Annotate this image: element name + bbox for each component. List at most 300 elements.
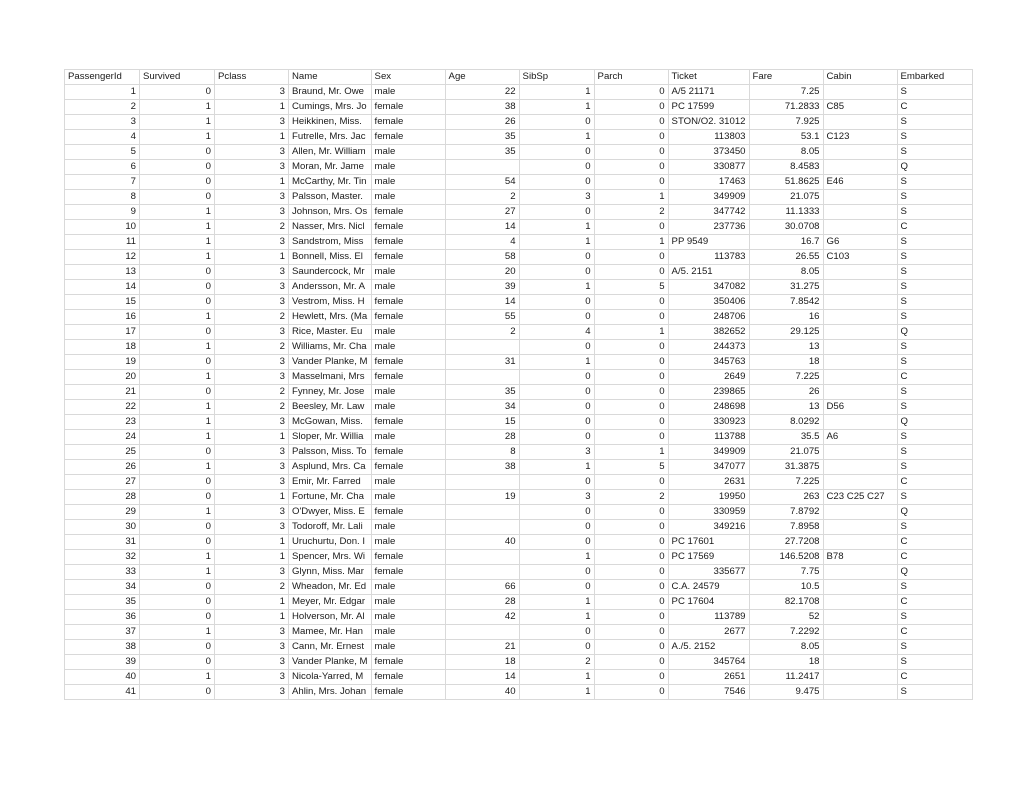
column-header-survived[interactable]: Survived — [140, 70, 215, 85]
cell-survived[interactable]: 1 — [140, 205, 215, 220]
cell-age[interactable]: 39 — [445, 280, 519, 295]
cell-passengerid[interactable]: 17 — [65, 325, 140, 340]
cell-name[interactable]: Todoroff, Mr. Lali — [289, 520, 372, 535]
cell-cabin[interactable] — [823, 265, 897, 280]
cell-sibsp[interactable]: 1 — [519, 235, 594, 250]
cell-sibsp[interactable]: 4 — [519, 325, 594, 340]
cell-pclass[interactable]: 1 — [215, 430, 289, 445]
cell-cabin[interactable]: G6 — [823, 235, 897, 250]
cell-embarked[interactable]: S — [897, 175, 972, 190]
cell-sex[interactable]: male — [371, 340, 445, 355]
cell-parch[interactable]: 2 — [594, 490, 668, 505]
cell-parch[interactable]: 0 — [594, 310, 668, 325]
cell-name[interactable]: Asplund, Mrs. Ca — [289, 460, 372, 475]
cell-embarked[interactable]: Q — [897, 160, 972, 175]
cell-pclass[interactable]: 1 — [215, 250, 289, 265]
cell-name[interactable]: Ahlin, Mrs. Johan — [289, 685, 372, 700]
cell-pclass[interactable]: 3 — [215, 445, 289, 460]
cell-survived[interactable]: 0 — [140, 535, 215, 550]
cell-ticket[interactable]: 330877 — [668, 160, 749, 175]
cell-pclass[interactable]: 3 — [215, 325, 289, 340]
cell-passengerid[interactable]: 26 — [65, 460, 140, 475]
cell-ticket[interactable]: 17463 — [668, 175, 749, 190]
cell-survived[interactable]: 1 — [140, 370, 215, 385]
cell-fare[interactable]: 71.2833 — [749, 100, 823, 115]
cell-parch[interactable]: 1 — [594, 445, 668, 460]
cell-pclass[interactable]: 3 — [215, 295, 289, 310]
cell-pclass[interactable]: 2 — [215, 385, 289, 400]
cell-passengerid[interactable]: 11 — [65, 235, 140, 250]
cell-age[interactable]: 19 — [445, 490, 519, 505]
cell-pclass[interactable]: 3 — [215, 355, 289, 370]
cell-cabin[interactable] — [823, 145, 897, 160]
cell-age[interactable] — [445, 160, 519, 175]
cell-parch[interactable]: 5 — [594, 280, 668, 295]
cell-embarked[interactable]: S — [897, 115, 972, 130]
cell-parch[interactable]: 0 — [594, 85, 668, 100]
cell-passengerid[interactable]: 25 — [65, 445, 140, 460]
cell-ticket[interactable]: 113788 — [668, 430, 749, 445]
cell-survived[interactable]: 0 — [140, 295, 215, 310]
cell-name[interactable]: Vestrom, Miss. H — [289, 295, 372, 310]
cell-ticket[interactable]: A/5 21171 — [668, 85, 749, 100]
column-header-fare[interactable]: Fare — [749, 70, 823, 85]
cell-survived[interactable]: 1 — [140, 400, 215, 415]
cell-age[interactable]: 4 — [445, 235, 519, 250]
cell-ticket[interactable]: 382652 — [668, 325, 749, 340]
cell-embarked[interactable]: S — [897, 490, 972, 505]
cell-survived[interactable]: 1 — [140, 235, 215, 250]
cell-sex[interactable]: female — [371, 355, 445, 370]
cell-survived[interactable]: 0 — [140, 445, 215, 460]
cell-cabin[interactable] — [823, 565, 897, 580]
cell-sex[interactable]: male — [371, 490, 445, 505]
cell-parch[interactable]: 0 — [594, 565, 668, 580]
cell-pclass[interactable]: 3 — [215, 565, 289, 580]
cell-embarked[interactable]: C — [897, 625, 972, 640]
cell-parch[interactable]: 0 — [594, 175, 668, 190]
cell-age[interactable] — [445, 475, 519, 490]
cell-age[interactable]: 28 — [445, 430, 519, 445]
cell-embarked[interactable]: S — [897, 445, 972, 460]
cell-passengerid[interactable]: 12 — [65, 250, 140, 265]
cell-sibsp[interactable]: 0 — [519, 265, 594, 280]
cell-survived[interactable]: 0 — [140, 145, 215, 160]
cell-age[interactable]: 2 — [445, 325, 519, 340]
cell-sibsp[interactable]: 0 — [519, 385, 594, 400]
cell-passengerid[interactable]: 37 — [65, 625, 140, 640]
cell-sex[interactable]: female — [371, 130, 445, 145]
cell-sibsp[interactable]: 0 — [519, 145, 594, 160]
cell-ticket[interactable]: 237736 — [668, 220, 749, 235]
cell-sex[interactable]: male — [371, 475, 445, 490]
cell-cabin[interactable] — [823, 580, 897, 595]
cell-age[interactable]: 14 — [445, 295, 519, 310]
cell-age[interactable] — [445, 505, 519, 520]
cell-name[interactable]: Rice, Master. Eu — [289, 325, 372, 340]
cell-cabin[interactable] — [823, 115, 897, 130]
cell-pclass[interactable]: 3 — [215, 205, 289, 220]
cell-sex[interactable]: female — [371, 250, 445, 265]
cell-sex[interactable]: female — [371, 550, 445, 565]
cell-pclass[interactable]: 3 — [215, 460, 289, 475]
cell-name[interactable]: Bonnell, Miss. El — [289, 250, 372, 265]
cell-ticket[interactable]: 350406 — [668, 295, 749, 310]
cell-pclass[interactable]: 1 — [215, 100, 289, 115]
cell-ticket[interactable]: 7546 — [668, 685, 749, 700]
cell-fare[interactable]: 10.5 — [749, 580, 823, 595]
cell-fare[interactable]: 8.0292 — [749, 415, 823, 430]
cell-sibsp[interactable]: 0 — [519, 370, 594, 385]
cell-survived[interactable]: 1 — [140, 430, 215, 445]
cell-name[interactable]: Nasser, Mrs. Nicl — [289, 220, 372, 235]
cell-embarked[interactable]: S — [897, 310, 972, 325]
cell-sex[interactable]: male — [371, 190, 445, 205]
cell-survived[interactable]: 1 — [140, 340, 215, 355]
cell-parch[interactable]: 0 — [594, 550, 668, 565]
cell-fare[interactable]: 30.0708 — [749, 220, 823, 235]
cell-embarked[interactable]: Q — [897, 505, 972, 520]
cell-pclass[interactable]: 3 — [215, 190, 289, 205]
cell-parch[interactable]: 0 — [594, 610, 668, 625]
cell-parch[interactable]: 0 — [594, 670, 668, 685]
cell-cabin[interactable] — [823, 640, 897, 655]
cell-cabin[interactable] — [823, 670, 897, 685]
cell-survived[interactable]: 1 — [140, 565, 215, 580]
cell-age[interactable]: 42 — [445, 610, 519, 625]
cell-age[interactable]: 20 — [445, 265, 519, 280]
cell-fare[interactable]: 146.5208 — [749, 550, 823, 565]
cell-fare[interactable]: 26 — [749, 385, 823, 400]
column-header-passengerid[interactable]: PassengerId — [65, 70, 140, 85]
cell-fare[interactable]: 18 — [749, 355, 823, 370]
cell-sex[interactable]: male — [371, 520, 445, 535]
cell-cabin[interactable] — [823, 190, 897, 205]
cell-pclass[interactable]: 3 — [215, 115, 289, 130]
cell-fare[interactable]: 51.8625 — [749, 175, 823, 190]
cell-survived[interactable]: 1 — [140, 505, 215, 520]
cell-name[interactable]: Uruchurtu, Don. I — [289, 535, 372, 550]
cell-sibsp[interactable]: 0 — [519, 565, 594, 580]
cell-pclass[interactable]: 3 — [215, 145, 289, 160]
cell-age[interactable]: 14 — [445, 220, 519, 235]
cell-sibsp[interactable]: 0 — [519, 505, 594, 520]
cell-pclass[interactable]: 3 — [215, 655, 289, 670]
cell-fare[interactable]: 8.05 — [749, 640, 823, 655]
cell-ticket[interactable]: 2651 — [668, 670, 749, 685]
cell-passengerid[interactable]: 10 — [65, 220, 140, 235]
cell-parch[interactable]: 0 — [594, 130, 668, 145]
cell-cabin[interactable]: B78 — [823, 550, 897, 565]
cell-pclass[interactable]: 3 — [215, 475, 289, 490]
cell-embarked[interactable]: Q — [897, 415, 972, 430]
cell-age[interactable]: 38 — [445, 100, 519, 115]
cell-sibsp[interactable]: 0 — [519, 580, 594, 595]
cell-passengerid[interactable]: 34 — [65, 580, 140, 595]
cell-passengerid[interactable]: 16 — [65, 310, 140, 325]
cell-passengerid[interactable]: 8 — [65, 190, 140, 205]
cell-fare[interactable]: 7.8792 — [749, 505, 823, 520]
cell-survived[interactable]: 0 — [140, 655, 215, 670]
cell-sibsp[interactable]: 0 — [519, 295, 594, 310]
cell-sex[interactable]: female — [371, 505, 445, 520]
cell-sex[interactable]: male — [371, 625, 445, 640]
cell-name[interactable]: Glynn, Miss. Mar — [289, 565, 372, 580]
cell-embarked[interactable]: S — [897, 340, 972, 355]
cell-sex[interactable]: female — [371, 370, 445, 385]
cell-name[interactable]: Sandstrom, Miss — [289, 235, 372, 250]
cell-sibsp[interactable]: 0 — [519, 625, 594, 640]
cell-passengerid[interactable]: 33 — [65, 565, 140, 580]
cell-ticket[interactable]: PC 17601 — [668, 535, 749, 550]
cell-sex[interactable]: male — [371, 175, 445, 190]
cell-parch[interactable]: 0 — [594, 265, 668, 280]
cell-sex[interactable]: male — [371, 580, 445, 595]
cell-parch[interactable]: 0 — [594, 220, 668, 235]
cell-fare[interactable]: 11.1333 — [749, 205, 823, 220]
cell-survived[interactable]: 1 — [140, 250, 215, 265]
cell-age[interactable]: 18 — [445, 655, 519, 670]
cell-ticket[interactable]: 19950 — [668, 490, 749, 505]
cell-survived[interactable]: 0 — [140, 190, 215, 205]
cell-fare[interactable]: 16 — [749, 310, 823, 325]
cell-embarked[interactable]: C — [897, 535, 972, 550]
cell-parch[interactable]: 0 — [594, 475, 668, 490]
cell-passengerid[interactable]: 3 — [65, 115, 140, 130]
cell-cabin[interactable] — [823, 445, 897, 460]
cell-embarked[interactable]: S — [897, 385, 972, 400]
cell-fare[interactable]: 7.25 — [749, 85, 823, 100]
cell-ticket[interactable]: 335677 — [668, 565, 749, 580]
cell-ticket[interactable]: 373450 — [668, 145, 749, 160]
cell-fare[interactable]: 7.8542 — [749, 295, 823, 310]
cell-fare[interactable]: 35.5 — [749, 430, 823, 445]
cell-cabin[interactable] — [823, 370, 897, 385]
cell-sex[interactable]: male — [371, 430, 445, 445]
cell-passengerid[interactable]: 2 — [65, 100, 140, 115]
cell-parch[interactable]: 1 — [594, 190, 668, 205]
cell-embarked[interactable]: S — [897, 145, 972, 160]
cell-ticket[interactable]: 330923 — [668, 415, 749, 430]
cell-survived[interactable]: 0 — [140, 175, 215, 190]
cell-name[interactable]: Beesley, Mr. Law — [289, 400, 372, 415]
cell-passengerid[interactable]: 30 — [65, 520, 140, 535]
cell-parch[interactable]: 0 — [594, 400, 668, 415]
cell-ticket[interactable]: 345764 — [668, 655, 749, 670]
cell-ticket[interactable]: 113789 — [668, 610, 749, 625]
cell-age[interactable]: 38 — [445, 460, 519, 475]
cell-pclass[interactable]: 3 — [215, 370, 289, 385]
cell-age[interactable]: 58 — [445, 250, 519, 265]
cell-fare[interactable]: 82.1708 — [749, 595, 823, 610]
cell-sex[interactable]: male — [371, 325, 445, 340]
cell-pclass[interactable]: 1 — [215, 595, 289, 610]
cell-passengerid[interactable]: 32 — [65, 550, 140, 565]
cell-sex[interactable]: female — [371, 235, 445, 250]
cell-fare[interactable]: 8.4583 — [749, 160, 823, 175]
cell-parch[interactable]: 0 — [594, 505, 668, 520]
cell-sibsp[interactable]: 1 — [519, 610, 594, 625]
cell-passengerid[interactable]: 23 — [65, 415, 140, 430]
cell-age[interactable]: 35 — [445, 130, 519, 145]
cell-embarked[interactable]: S — [897, 85, 972, 100]
cell-sibsp[interactable]: 0 — [519, 310, 594, 325]
cell-parch[interactable]: 0 — [594, 370, 668, 385]
cell-sibsp[interactable]: 0 — [519, 160, 594, 175]
cell-sibsp[interactable]: 0 — [519, 400, 594, 415]
cell-embarked[interactable]: S — [897, 430, 972, 445]
cell-cabin[interactable] — [823, 520, 897, 535]
cell-sibsp[interactable]: 1 — [519, 100, 594, 115]
cell-embarked[interactable]: C — [897, 670, 972, 685]
cell-passengerid[interactable]: 41 — [65, 685, 140, 700]
cell-name[interactable]: Meyer, Mr. Edgar — [289, 595, 372, 610]
cell-name[interactable]: Johnson, Mrs. Os — [289, 205, 372, 220]
cell-sibsp[interactable]: 0 — [519, 340, 594, 355]
cell-sex[interactable]: female — [371, 655, 445, 670]
cell-age[interactable] — [445, 550, 519, 565]
cell-pclass[interactable]: 1 — [215, 610, 289, 625]
cell-age[interactable]: 40 — [445, 535, 519, 550]
cell-pclass[interactable]: 2 — [215, 220, 289, 235]
cell-passengerid[interactable]: 29 — [65, 505, 140, 520]
cell-pclass[interactable]: 3 — [215, 235, 289, 250]
cell-parch[interactable]: 0 — [594, 640, 668, 655]
cell-name[interactable]: Andersson, Mr. A — [289, 280, 372, 295]
cell-sibsp[interactable]: 0 — [519, 475, 594, 490]
column-header-age[interactable]: Age — [445, 70, 519, 85]
cell-embarked[interactable]: S — [897, 610, 972, 625]
cell-cabin[interactable] — [823, 325, 897, 340]
cell-fare[interactable]: 7.75 — [749, 565, 823, 580]
cell-embarked[interactable]: Q — [897, 325, 972, 340]
cell-name[interactable]: Allen, Mr. William — [289, 145, 372, 160]
cell-fare[interactable]: 31.275 — [749, 280, 823, 295]
cell-name[interactable]: Hewlett, Mrs. (Ma — [289, 310, 372, 325]
cell-ticket[interactable]: 239865 — [668, 385, 749, 400]
cell-ticket[interactable]: STON/O2. 31012 — [668, 115, 749, 130]
cell-name[interactable]: Masselmani, Mrs — [289, 370, 372, 385]
cell-fare[interactable]: 16.7 — [749, 235, 823, 250]
cell-embarked[interactable]: S — [897, 295, 972, 310]
cell-name[interactable]: Wheadon, Mr. Ed — [289, 580, 372, 595]
cell-parch[interactable]: 0 — [594, 160, 668, 175]
cell-ticket[interactable]: 349909 — [668, 445, 749, 460]
cell-parch[interactable]: 1 — [594, 235, 668, 250]
cell-pclass[interactable]: 3 — [215, 520, 289, 535]
cell-ticket[interactable]: PC 17569 — [668, 550, 749, 565]
cell-survived[interactable]: 1 — [140, 670, 215, 685]
cell-sex[interactable]: female — [371, 220, 445, 235]
cell-embarked[interactable]: C — [897, 595, 972, 610]
cell-pclass[interactable]: 3 — [215, 160, 289, 175]
cell-pclass[interactable]: 1 — [215, 490, 289, 505]
cell-cabin[interactable] — [823, 460, 897, 475]
cell-fare[interactable]: 52 — [749, 610, 823, 625]
cell-cabin[interactable] — [823, 610, 897, 625]
cell-sex[interactable]: female — [371, 310, 445, 325]
cell-sex[interactable]: female — [371, 460, 445, 475]
cell-name[interactable]: Saundercock, Mr — [289, 265, 372, 280]
cell-sex[interactable]: male — [371, 145, 445, 160]
cell-age[interactable]: 22 — [445, 85, 519, 100]
cell-sex[interactable]: female — [371, 295, 445, 310]
cell-pclass[interactable]: 3 — [215, 505, 289, 520]
cell-cabin[interactable] — [823, 160, 897, 175]
cell-sibsp[interactable]: 2 — [519, 655, 594, 670]
cell-parch[interactable]: 0 — [594, 385, 668, 400]
cell-ticket[interactable]: 113803 — [668, 130, 749, 145]
cell-ticket[interactable]: 330959 — [668, 505, 749, 520]
cell-embarked[interactable]: S — [897, 640, 972, 655]
cell-sibsp[interactable]: 0 — [519, 250, 594, 265]
cell-fare[interactable]: 13 — [749, 400, 823, 415]
cell-sex[interactable]: female — [371, 565, 445, 580]
cell-ticket[interactable]: 2631 — [668, 475, 749, 490]
cell-passengerid[interactable]: 28 — [65, 490, 140, 505]
cell-cabin[interactable] — [823, 385, 897, 400]
cell-passengerid[interactable]: 13 — [65, 265, 140, 280]
cell-ticket[interactable]: 248706 — [668, 310, 749, 325]
cell-cabin[interactable] — [823, 280, 897, 295]
column-header-embarked[interactable]: Embarked — [897, 70, 972, 85]
cell-passengerid[interactable]: 9 — [65, 205, 140, 220]
cell-ticket[interactable]: 349216 — [668, 520, 749, 535]
cell-sibsp[interactable]: 0 — [519, 520, 594, 535]
cell-sex[interactable]: female — [371, 415, 445, 430]
cell-embarked[interactable]: S — [897, 130, 972, 145]
cell-fare[interactable]: 11.2417 — [749, 670, 823, 685]
cell-survived[interactable]: 0 — [140, 595, 215, 610]
cell-name[interactable]: Palsson, Master. — [289, 190, 372, 205]
cell-sex[interactable]: male — [371, 400, 445, 415]
cell-parch[interactable]: 0 — [594, 685, 668, 700]
cell-sex[interactable]: female — [371, 685, 445, 700]
cell-cabin[interactable] — [823, 310, 897, 325]
cell-age[interactable]: 55 — [445, 310, 519, 325]
cell-parch[interactable]: 5 — [594, 460, 668, 475]
cell-fare[interactable]: 7.8958 — [749, 520, 823, 535]
column-header-sex[interactable]: Sex — [371, 70, 445, 85]
cell-pclass[interactable]: 3 — [215, 415, 289, 430]
cell-ticket[interactable]: 347077 — [668, 460, 749, 475]
cell-cabin[interactable] — [823, 415, 897, 430]
cell-pclass[interactable]: 3 — [215, 85, 289, 100]
cell-parch[interactable]: 1 — [594, 325, 668, 340]
cell-survived[interactable]: 1 — [140, 625, 215, 640]
cell-passengerid[interactable]: 38 — [65, 640, 140, 655]
cell-sibsp[interactable]: 1 — [519, 460, 594, 475]
cell-ticket[interactable]: 244373 — [668, 340, 749, 355]
cell-sex[interactable]: female — [371, 670, 445, 685]
cell-sex[interactable]: male — [371, 265, 445, 280]
cell-age[interactable] — [445, 340, 519, 355]
cell-passengerid[interactable]: 5 — [65, 145, 140, 160]
cell-fare[interactable]: 263 — [749, 490, 823, 505]
cell-cabin[interactable]: C123 — [823, 130, 897, 145]
cell-survived[interactable]: 0 — [140, 160, 215, 175]
cell-sibsp[interactable]: 1 — [519, 550, 594, 565]
cell-sibsp[interactable]: 0 — [519, 415, 594, 430]
cell-cabin[interactable] — [823, 205, 897, 220]
cell-parch[interactable]: 0 — [594, 355, 668, 370]
cell-embarked[interactable]: C — [897, 475, 972, 490]
cell-fare[interactable]: 31.3875 — [749, 460, 823, 475]
cell-sex[interactable]: male — [371, 640, 445, 655]
cell-pclass[interactable]: 3 — [215, 625, 289, 640]
cell-parch[interactable]: 0 — [594, 415, 668, 430]
cell-age[interactable]: 54 — [445, 175, 519, 190]
